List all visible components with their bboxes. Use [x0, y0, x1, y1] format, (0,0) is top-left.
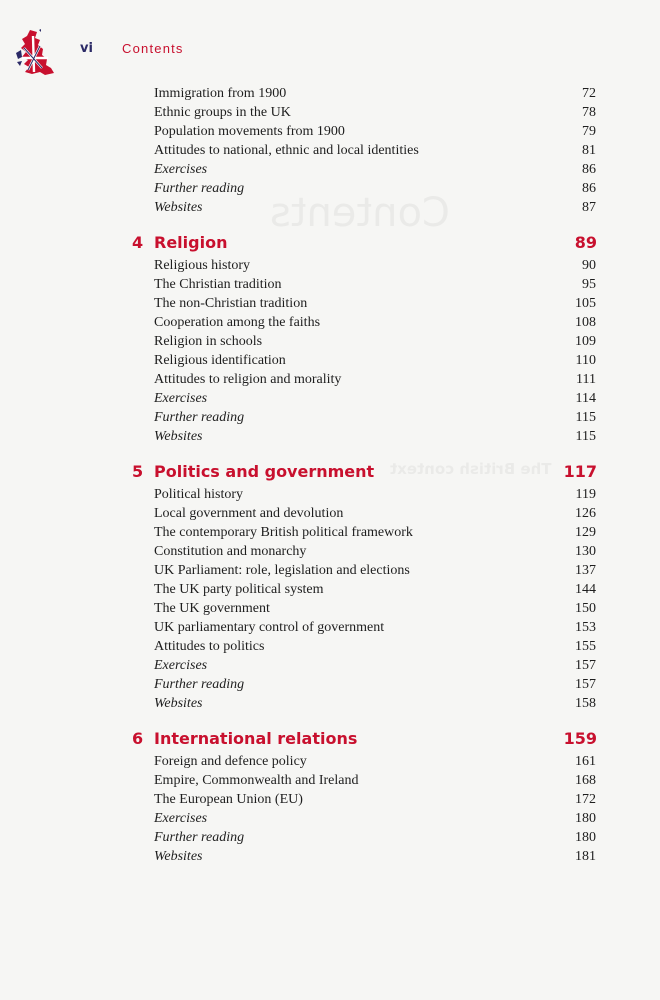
toc-page-number: 150: [575, 601, 596, 616]
toc-entry-title: UK Parliament: role, legislation and elections: [154, 563, 410, 578]
toc-page-number: 90: [582, 258, 596, 273]
toc-page-number: 72: [582, 86, 596, 101]
toc-entry-title: Further reading: [154, 181, 245, 196]
toc-entry[interactable]: [0, 542, 660, 561]
toc-entry[interactable]: [0, 618, 660, 637]
toc-entry[interactable]: [0, 141, 660, 160]
toc-entry-title: Constitution and monarchy: [154, 544, 307, 559]
toc-page-number: 114: [575, 391, 596, 406]
toc-entry-title: Exercises: [154, 162, 208, 177]
toc-entry-title: Ethnic groups in the UK: [154, 105, 291, 120]
toc-entry-title: Immigration from 1900: [154, 86, 287, 101]
toc-entry[interactable]: [0, 256, 660, 275]
toc-entry[interactable]: [0, 103, 660, 122]
toc-entry-title: Religious identification: [154, 353, 286, 368]
toc-page-number: 172: [575, 792, 596, 807]
toc-entry-title: Religion: [154, 233, 228, 252]
table-of-contents: [0, 84, 660, 866]
toc-entry[interactable]: [0, 84, 660, 103]
toc-page-number: 181: [575, 849, 596, 864]
toc-backmatter-entry[interactable]: [0, 809, 660, 828]
toc-backmatter-entry[interactable]: [0, 828, 660, 847]
toc-entry-title: Further reading: [154, 677, 245, 692]
toc-entry[interactable]: [0, 504, 660, 523]
toc-chapter-heading[interactable]: [0, 459, 660, 485]
toc-backmatter-entry[interactable]: [0, 198, 660, 217]
toc-entry-title: Local government and devolution: [154, 506, 344, 521]
toc-entry-title: Attitudes to politics: [154, 639, 265, 654]
toc-entry-title: International relations: [154, 729, 358, 748]
chapter-number: 4: [132, 233, 144, 252]
toc-entry-title: Empire, Commonwealth and Ireland: [154, 773, 359, 788]
toc-page-number: 153: [575, 620, 596, 635]
toc-entry-title: The Christian tradition: [154, 277, 282, 292]
toc-page-number: 111: [576, 372, 596, 387]
toc-backmatter-entry[interactable]: [0, 656, 660, 675]
toc-entry-title: Exercises: [154, 811, 208, 826]
toc-backmatter-entry[interactable]: [0, 694, 660, 713]
toc-page-number: 109: [575, 334, 596, 349]
toc-entry[interactable]: [0, 523, 660, 542]
toc-entry-title: Foreign and defence policy: [154, 754, 307, 769]
toc-entry-title: Exercises: [154, 658, 208, 673]
toc-page-number: 87: [582, 200, 596, 215]
toc-entry[interactable]: [0, 294, 660, 313]
toc-entry-title: The non-Christian tradition: [154, 296, 308, 311]
toc-entry-title: Politics and government: [154, 462, 375, 481]
toc-backmatter-entry[interactable]: [0, 675, 660, 694]
toc-page-number: 79: [582, 124, 596, 139]
toc-page-number: 115: [575, 410, 596, 425]
toc-entry-title: The European Union (EU): [154, 792, 303, 807]
toc-page-number: 86: [582, 162, 596, 177]
toc-entry[interactable]: [0, 275, 660, 294]
toc-entry[interactable]: [0, 580, 660, 599]
toc-entry-title: Websites: [154, 696, 203, 711]
toc-page-number: 157: [575, 658, 596, 673]
toc-page-number: 159: [563, 729, 597, 748]
toc-entry-title: Attitudes to national, ethnic and local identities: [154, 143, 419, 158]
toc-backmatter-entry[interactable]: [0, 389, 660, 408]
toc-entry-title: Websites: [154, 429, 203, 444]
toc-entry[interactable]: [0, 561, 660, 580]
toc-entry-title: Religious history: [154, 258, 251, 273]
toc-backmatter-entry[interactable]: [0, 847, 660, 866]
toc-entry-title: Websites: [154, 849, 203, 864]
toc-backmatter-entry[interactable]: [0, 160, 660, 179]
toc-page-number: 108: [575, 315, 596, 330]
toc-backmatter-entry[interactable]: [0, 408, 660, 427]
toc-entry-title: The UK government: [154, 601, 270, 616]
toc-page-number: 81: [582, 143, 596, 158]
chapter-number: 5: [132, 462, 144, 481]
toc-page-number: 89: [574, 233, 597, 252]
toc-entry[interactable]: [0, 771, 660, 790]
toc-page-number: 161: [575, 754, 596, 769]
toc-page-number: 119: [575, 487, 596, 502]
toc-entry-title: UK parliamentary control of government: [154, 620, 385, 635]
toc-page-number: 180: [575, 811, 596, 826]
toc-page-number: 155: [575, 639, 596, 654]
toc-entry-title: Further reading: [154, 830, 245, 845]
chapter-number: 6: [132, 729, 144, 748]
toc-page-number: 137: [575, 563, 596, 578]
toc-entry-title: Exercises: [154, 391, 208, 406]
toc-page-number: 95: [582, 277, 596, 292]
toc-backmatter-entry[interactable]: [0, 427, 660, 446]
page: Contents The British context vi Contents Immigration from 1900 72 Ethnic groups in the UK 78 Population movements from 1900 79 Attitudes to national, ethnic and local identities 81 Exercises 86 Further reading 86 Websites 87 4 Religion 89 Religious history 90 The Christian tradition 95 The non-Christian tradition 105 Cooperation among the faiths 108 Religion in schools 109 Religious identification 110 Attitudes to religion and morality 111 Exercises 114 Further reading 115 Websites 115 5 Politics and government 117 Political history 119 Local government and devolution 126 The contemporary British political framework 129 Constitution and monarchy 130 UK Parliament: role, legislation and elections 137 The UK party political system 144 The UK government 150 UK parliamentary control of government 153 Attitudes to politics 155 Exercises 157 Further reading 157 Websites 158 6 International relations 159 Foreign and defence policy 161 Empire, Commonwealth and Ireland 168 The European Union (EU) 172 Exercises 180 Further reading 180 Websites 181: [0, 0, 660, 1000]
toc-page-number: 130: [575, 544, 596, 559]
toc-entry[interactable]: [0, 122, 660, 141]
toc-entry[interactable]: [0, 313, 660, 332]
toc-entry-title: Further reading: [154, 410, 245, 425]
toc-page-number: 86: [582, 181, 596, 196]
toc-chapter-heading[interactable]: [0, 230, 660, 256]
toc-page-number: 168: [575, 773, 596, 788]
toc-entry[interactable]: [0, 370, 660, 389]
toc-entry-title: The contemporary British political framework: [154, 525, 413, 540]
running-header-title: Contents: [122, 41, 184, 56]
page-number: vi: [80, 41, 93, 56]
toc-entry-title: Attitudes to religion and morality: [154, 372, 342, 387]
toc-entry[interactable]: [0, 599, 660, 618]
toc-page-number: 115: [575, 429, 596, 444]
toc-entry-title: Cooperation among the faiths: [154, 315, 321, 330]
toc-page-number: 129: [575, 525, 596, 540]
toc-entry[interactable]: [0, 351, 660, 370]
toc-page-number: 144: [575, 582, 596, 597]
toc-page-number: 110: [575, 353, 596, 368]
page-header: [10, 28, 310, 78]
toc-page-number: 105: [575, 296, 596, 311]
toc-entry-title: Websites: [154, 200, 203, 215]
toc-entry[interactable]: [0, 790, 660, 809]
toc-entry[interactable]: [0, 332, 660, 351]
toc-page-number: 157: [575, 677, 596, 692]
toc-entry-title: Political history: [154, 487, 244, 502]
toc-entry-title: The UK party political system: [154, 582, 324, 597]
toc-page-number: 158: [575, 696, 596, 711]
toc-page-number: 180: [575, 830, 596, 845]
uk-map-flag-icon: [10, 28, 58, 78]
toc-page-number: 117: [563, 462, 597, 481]
toc-entry-title: Population movements from 1900: [154, 124, 345, 139]
toc-entry[interactable]: [0, 752, 660, 771]
toc-page-number: 78: [582, 105, 596, 120]
toc-entry[interactable]: [0, 637, 660, 656]
toc-entry-title: Religion in schools: [154, 334, 263, 349]
toc-page-number: 126: [575, 506, 596, 521]
toc-backmatter-entry[interactable]: [0, 179, 660, 198]
toc-entry[interactable]: [0, 485, 660, 504]
toc-chapter-heading[interactable]: [0, 726, 660, 752]
